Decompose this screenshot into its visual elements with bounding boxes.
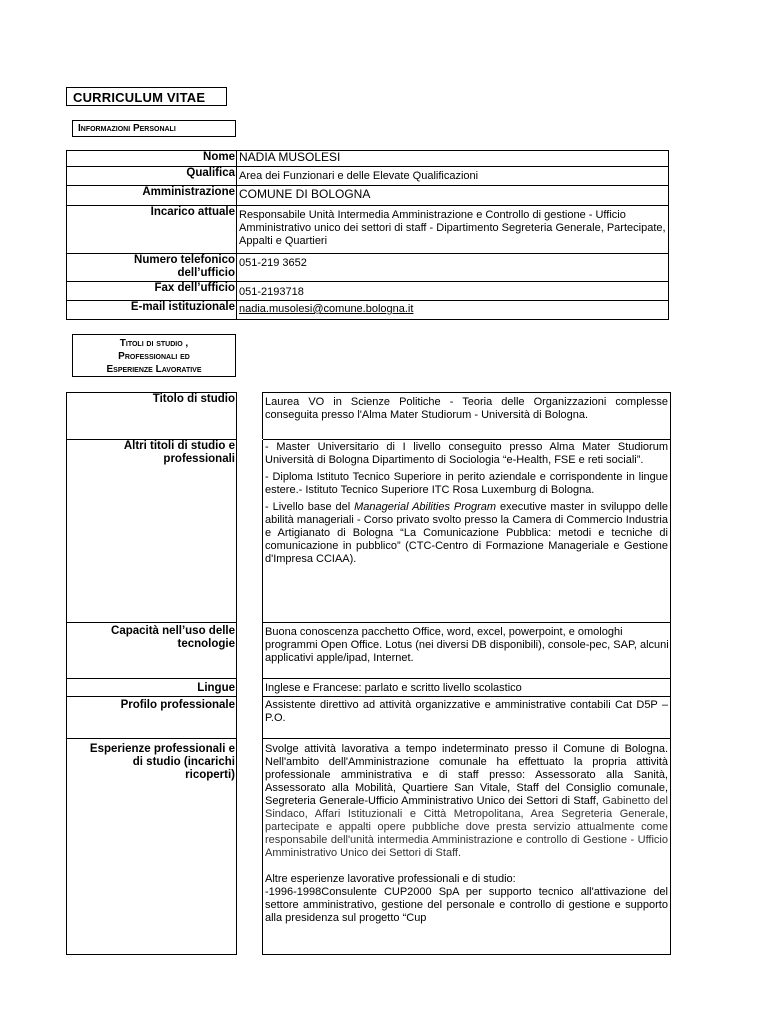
section-titles-experience [72, 334, 236, 377]
label-nome: Nome [67, 151, 237, 167]
value-telefono: 051-219 3652 [237, 254, 669, 282]
altri-item-master: - Master Universitario di I livello conseguito presso Alma Mater Studiorum Università di Bologna Dipartimento di Sociologia “e-Health, FSE e reti sociali”. [265, 441, 668, 466]
esperienze-main-a: Svolge attività lavorativa a tempo indeterminato presso il Comune di Bologna. Nell'ambito dell'Amministrazione comunale ha effettuato la propria attività professionale amministrativa e di staff presso: Assessorato alla Sanità, Assessorato alla Mobilità, Quartiere San Vitale, Staff del Consiglio comunale, Segreteria Generale-Ufficio Amministrativo Unico dei Settori di Staff, [265, 743, 668, 807]
label-esperienze-line1: Esperienze professionali e [89, 743, 235, 755]
section-titles-line1: Titoli di studio , [119, 338, 189, 349]
label-esperienze-line3: ricoperti) [185, 769, 235, 781]
label-email: E-mail istituzionale [67, 301, 237, 320]
label-qualifica: Qualifica [67, 167, 237, 186]
altri-map-post: executive master in sviluppo delle abilità manageriali - Corso privato svolto presso la Camera di Commercio Industria e Artigianato di Bologna “La Comunicazione Pubblica: metodi e tecniche di comunicazione in pubblico” (CTC-Centro di Formazione Manageriale e Gestione d'Impresa CCIAA). [265, 501, 669, 565]
esperienze-main-b: Gabinetto del Sindaco, Affari Istituzionali e Città Metropolitana, Area Segreteria Generale, partecipate e appalti opere pubbliche dove presta servizio attualmente come responsabile dell'unità intermedia Amministrazione e controllo di Gestione - Ufficio Amministrativo Unico dei Settori di Staff. [265, 795, 668, 859]
row-lingue [67, 679, 671, 697]
label-lingue: Lingue [67, 679, 237, 697]
value-nome: NADIA MUSOLESI [237, 151, 669, 167]
value-lingue: Inglese e Francese: parlato e scritto livello scolastico [263, 679, 671, 697]
esperienze-main [265, 743, 668, 860]
altri-item-map [265, 501, 668, 566]
row-telefono [67, 254, 669, 282]
label-esperienze-line2: di studio (incarichi [132, 756, 235, 768]
spacer-cell [237, 393, 263, 440]
value-incarico: Responsabile Unità Intermedia Amministrazione e Controllo di gestione - Ufficio Amministrativo unico dei settori di staff - Dipartimento Segreteria Generale, Partecipate, Appalti e Quartieri [237, 206, 669, 254]
label-tecnologie-line1: Capacità nell’uso delle [111, 625, 235, 637]
spacer-cell [237, 697, 263, 739]
label-telefono-line1: Numero telefonico [134, 254, 235, 266]
row-tecnologie [67, 623, 671, 679]
personal-info-table [66, 150, 669, 320]
row-esperienze [67, 739, 671, 955]
esperienze-other-heading: Altre esperienze lavorative professionali e di studio: [265, 873, 516, 885]
spacer-cell [237, 739, 263, 955]
altri-map-em: Managerial Abilities Program [354, 501, 497, 513]
label-altri-titoli [67, 440, 237, 623]
value-amministrazione: COMUNE DI BOLOGNA [237, 186, 669, 206]
row-titolo [67, 393, 671, 440]
label-esperienze [67, 739, 237, 955]
value-tecnologie: Buona conoscenza pacchetto Office, word, excel, powerpoint, e omologhi programmi Open Office. Lotus (nei diversi DB disponibili), console-pec, SAP, alcuni applicativi apple/ipad, Internet. [263, 623, 671, 679]
row-altri-titoli [67, 440, 671, 623]
value-esperienze [263, 739, 671, 955]
label-profilo: Profilo professionale [67, 697, 237, 739]
label-telefono-line2: dell’ufficio [177, 267, 235, 279]
label-titolo: Titolo di studio [67, 393, 237, 440]
altri-map-pre: - Livello base del [265, 501, 355, 513]
row-qualifica [67, 167, 669, 186]
row-profilo [67, 697, 671, 739]
section-titles-line2: Professionali ed [118, 351, 190, 362]
value-fax: 051-2193718 [237, 282, 669, 301]
row-incarico [67, 206, 669, 254]
email-link[interactable]: nadia.musolesi@comune.bologna.it [239, 303, 414, 315]
row-email [67, 301, 669, 320]
spacer-cell [237, 679, 263, 697]
section-personal-info: Informazioni Personali [72, 120, 236, 137]
cv-title: CURRICULUM VITAE [66, 87, 227, 106]
value-titolo: Laurea VO in Scienze Politiche - Teoria delle Organizzazioni complesse conseguita presso l'Alma Mater Studiorum - Università di Bologna. [263, 393, 671, 440]
label-altri-line1: Altri titoli di studio e [123, 440, 235, 452]
spacer-cell [237, 440, 263, 623]
label-amministrazione: Amministrazione [67, 186, 237, 206]
value-profilo: Assistente direttivo ad attività organizzative e amministrative contabili Cat D5P – P.O. [263, 697, 671, 739]
row-fax [67, 282, 669, 301]
label-incarico: Incarico attuale [67, 206, 237, 254]
value-qualifica: Area dei Funzionari e delle Elevate Qualificazioni [237, 167, 669, 186]
label-altri-line2: professionali [163, 453, 235, 465]
row-amministrazione [67, 186, 669, 206]
education-experience-table [66, 392, 671, 955]
value-altri-titoli [263, 440, 671, 623]
altri-item-diploma: - Diploma Istituto Tecnico Superiore in perito aziendale e corrispondente in lingue estere.- Istituto Tecnico Superiore ITC Rosa Luxemburg di Bologna. [265, 471, 668, 496]
section-titles-line3: Esperienze Lavorative [106, 364, 202, 375]
label-telefono [67, 254, 237, 282]
esperienze-other-item: -1996-1998Consulente CUP2000 SpA per supporto tecnico all'attivazione del settore amministrativo, gestione del personale e controllo di gestione e supporto alla presidenza sul progetto “Cup [265, 886, 668, 924]
value-email [237, 301, 669, 320]
label-tecnologie [67, 623, 237, 679]
spacer-cell [237, 623, 263, 679]
row-nome [67, 151, 669, 167]
label-fax: Fax dell’ufficio [67, 282, 237, 301]
label-tecnologie-line2: tecnologie [177, 638, 235, 650]
